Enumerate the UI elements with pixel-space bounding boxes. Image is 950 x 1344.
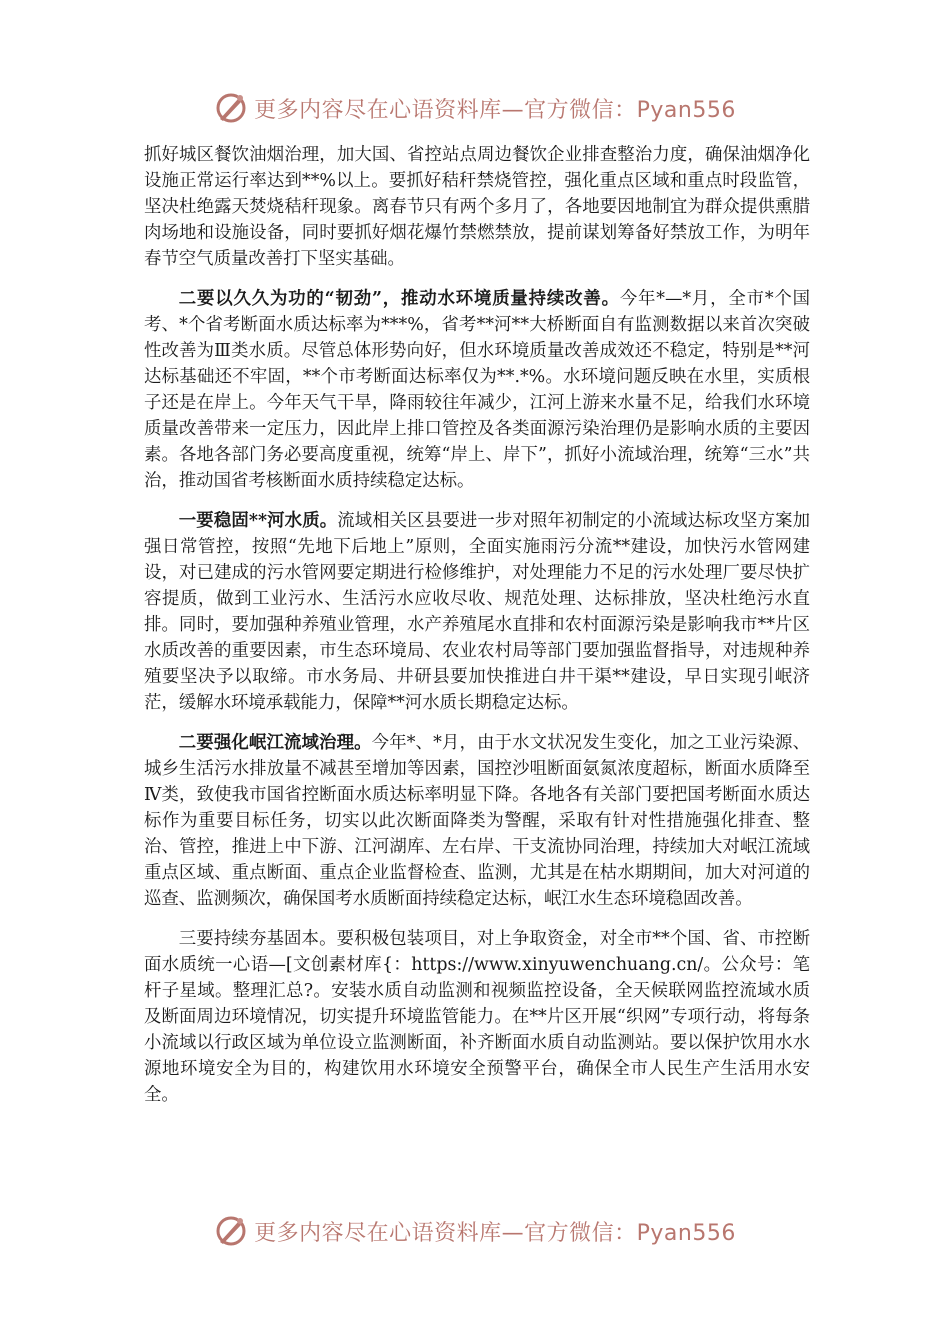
header-banner	[0, 88, 950, 128]
paragraph-3-lead: 一要稳固**河水质。	[178, 511, 338, 531]
paragraph-5	[144, 926, 810, 1108]
paragraph-5-text: 三要持续夯基固本。要积极包装项目，对上争取资金，对全市**个国、省、市控断面水质统一心语—[文创素材库{：https://www.xinyuwenchuang.cn/。公众号：笔杆子星域。整理汇总?。安装水质自动监测和视频监控设备，全天候联网监控流域水质及断面周边环境情况，切实提升环境监管能力。在**片区开展“织网”专项行动，将每条小流域以行政区域为单位设立监测断面，补齐断面水质自动监测站。要以保护饮用水水源地环境安全为目的，构建饮用水环境安全预警平台，确保全市人民生产生活用水安全。	[144, 929, 810, 1105]
ink-brush-logo-icon	[214, 1214, 248, 1248]
paragraph-3	[144, 508, 810, 716]
paragraph-1-text: 抓好城区餐饮油烟治理，加大国、省控站点周边餐饮企业排查整治力度，确保油烟净化设施正常运行率达到**%以上。要抓好秸秆禁烧管控，强化重点区域和重点时段监管，坚决杜绝露天焚烧秸秆现象。离春节只有两个多月了，各地要因地制宜为群众提供熏腊肉场地和设施设备，同时要抓好烟花爆竹禁燃禁放，提前谋划筹备好禁放工作，为明年春节空气质量改善打下坚实基础。	[144, 145, 810, 269]
paragraph-1	[144, 142, 810, 272]
footer-banner-text: 更多内容尽在心语资料库—官方微信：Pyan556	[254, 1220, 736, 1246]
paragraph-4-lead: 二要强化岷江流域治理。	[178, 733, 372, 753]
ink-brush-logo-icon	[214, 91, 248, 125]
header-banner-text: 更多内容尽在心语资料库—官方微信：Pyan556	[254, 97, 736, 123]
document-body	[144, 142, 810, 1122]
paragraph-3-text: 流域相关区县要进一步对照年初制定的小流域达标攻坚方案加强日常管控，按照“先地下后地上”原则，全面实施雨污分流**建设，加快污水管网建设，对已建成的污水管网要定期进行检修维护，对处理能力不足的污水处理厂要尽快扩容提质，做到工业污水、生活污水应收尽收、规范处理、达标排放，坚决杜绝污水直排。同时，要加强种养殖业管理，水产养殖尾水直排和农村面源污染是影响我市**片区水质改善的重要因素，市生态环境局、农业农村局等部门要加强监督指导，对违规种养殖要坚决予以取缔。市水务局、井研县要加快推进白井干渠**建设，早日实现引岷济茫，缓解水环境承载能力，保障**河水质长期稳定达标。	[144, 511, 810, 713]
paragraph-2	[144, 286, 810, 494]
paragraph-2-text: 今年*—*月，全市*个国考、*个省考断面水质达标率为***%，省考**河**大桥断面自有监测数据以来首次突破性改善为Ⅲ类水质。尽管总体形势向好，但水环境质量改善成效还不稳定，特别是**河达标基础还不牢固，**个市考断面达标率仅为**.*%。水环境问题反映在水里，实质根子还是在岸上。今年天气干旱，降雨较往年减少，江河上游来水量不足，给我们水环境质量改善带来一定压力，因此岸上排口管控及各类面源污染治理仍是影响水质的主要因素。各地各部门务必要高度重视，统筹“岸上、岸下”，抓好小流域治理，统筹“三水”共治，推动国省考核断面水质持续稳定达标。	[144, 289, 810, 491]
paragraph-4-text: 今年*、*月，由于水文状况发生变化，加之工业污染源、城乡生活污水排放量不减甚至增加等因素，国控沙咀断面氨氮浓度超标，断面水质降至Ⅳ类，致使我市国省控断面水质达标率明显下降。各地各有关部门要把国考断面水质达标作为重要目标任务，切实以此次断面降类为警醒，采取有针对性措施强化排查、整治、管控，推进上中下游、江河湖库、左右岸、干支流协同治理，持续加大对岷江流域重点区域、重点断面、重点企业监督检查、监测，尤其是在枯水期期间，加大对河道的巡查、监测频次，确保国考水质断面持续稳定达标，岷江水生态环境稳固改善。	[144, 733, 810, 909]
paragraph-4	[144, 730, 810, 912]
footer-banner	[0, 1211, 950, 1251]
paragraph-2-lead: 二要以久久为功的“韧劲”，推动水环境质量持续改善。	[178, 289, 620, 309]
